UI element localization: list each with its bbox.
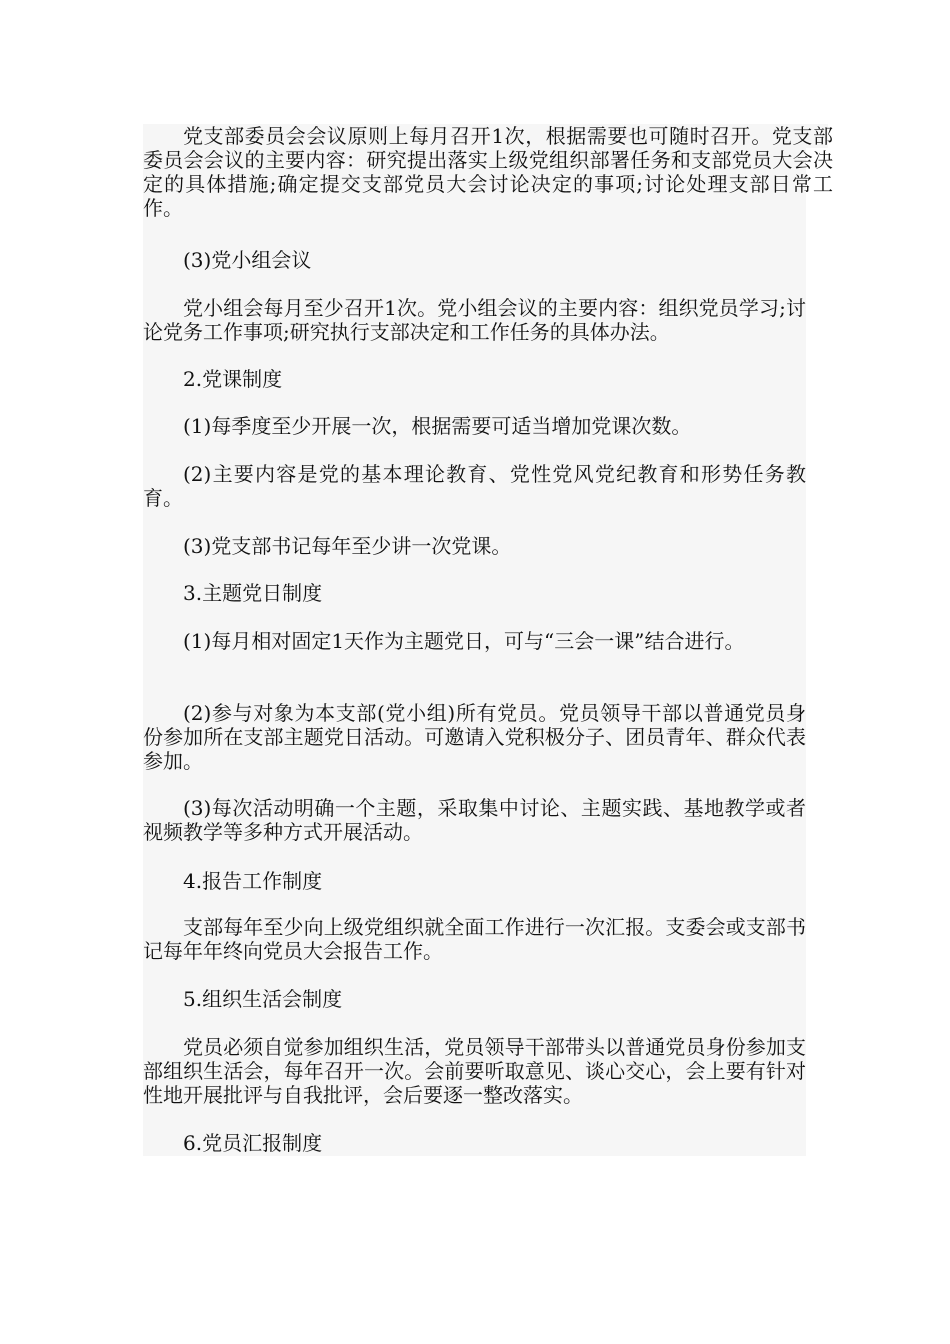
heading-party-group-meeting: (3)党小组会议 [183, 248, 312, 272]
heading-party-lecture-system: 2.党课制度 [183, 367, 283, 391]
heading-work-report-system: 4.报告工作制度 [183, 869, 323, 893]
paragraph-secretary-lecture: (3)党支部书记每年至少讲一次党课。 [183, 534, 512, 558]
heading-organizational-life-meeting: 5.组织生活会制度 [183, 987, 343, 1011]
paragraph-branch-committee-meeting: 党支部委员会会议原则上每月召开1次，根据需要也可随时召开。党支部委员会会议的主要内容：研究提出落实上级党组织部署任务和支部党员大会决定的具体措施;确定提交支部党员大会讨论决定的事项;讨论处理支部日常工作。 [143, 124, 833, 220]
heading-member-report-system: 6.党员汇报制度 [183, 1131, 323, 1155]
paragraph-lecture-frequency: (1)每季度至少开展一次，根据需要可适当增加党课次数。 [183, 414, 692, 438]
paragraph-theme-day-participants: (2)参与对象为本支部(党小组)所有党员。党员领导干部以普通党员身份参加所在支部主题党日活动。可邀请入党积极分子、团员青年、群众代表参加。 [143, 701, 806, 773]
paragraph-theme-day-activities: (3)每次活动明确一个主题，采取集中讨论、主题实践、基地教学或者视频教学等多种方式开展活动。 [143, 796, 806, 844]
paragraph-work-report: 支部每年至少向上级党组织就全面工作进行一次汇报。支委会或支部书记每年年终向党员大会报告工作。 [143, 915, 806, 963]
heading-theme-party-day: 3.主题党日制度 [183, 581, 323, 605]
paragraph-party-group-meeting: 党小组会每月至少召开1次。党小组会议的主要内容：组织党员学习;讨论党务工作事项;研究执行支部决定和工作任务的具体办法。 [143, 296, 806, 344]
document-body [143, 124, 833, 1156]
paragraph-theme-day-schedule: (1)每月相对固定1天作为主题党日，可与“三会一课”结合进行。 [183, 629, 745, 653]
paragraph-lecture-content: (2)主要内容是党的基本理论教育、党性党风党纪教育和形势任务教育。 [143, 462, 806, 510]
paragraph-organizational-life: 党员必须自觉参加组织生活，党员领导干部带头以普通党员身份参加支部组织生活会，每年召开一次。会前要听取意见、谈心交心，会上要有针对性地开展批评与自我批评，会后要逐一整改落实。 [143, 1035, 806, 1107]
